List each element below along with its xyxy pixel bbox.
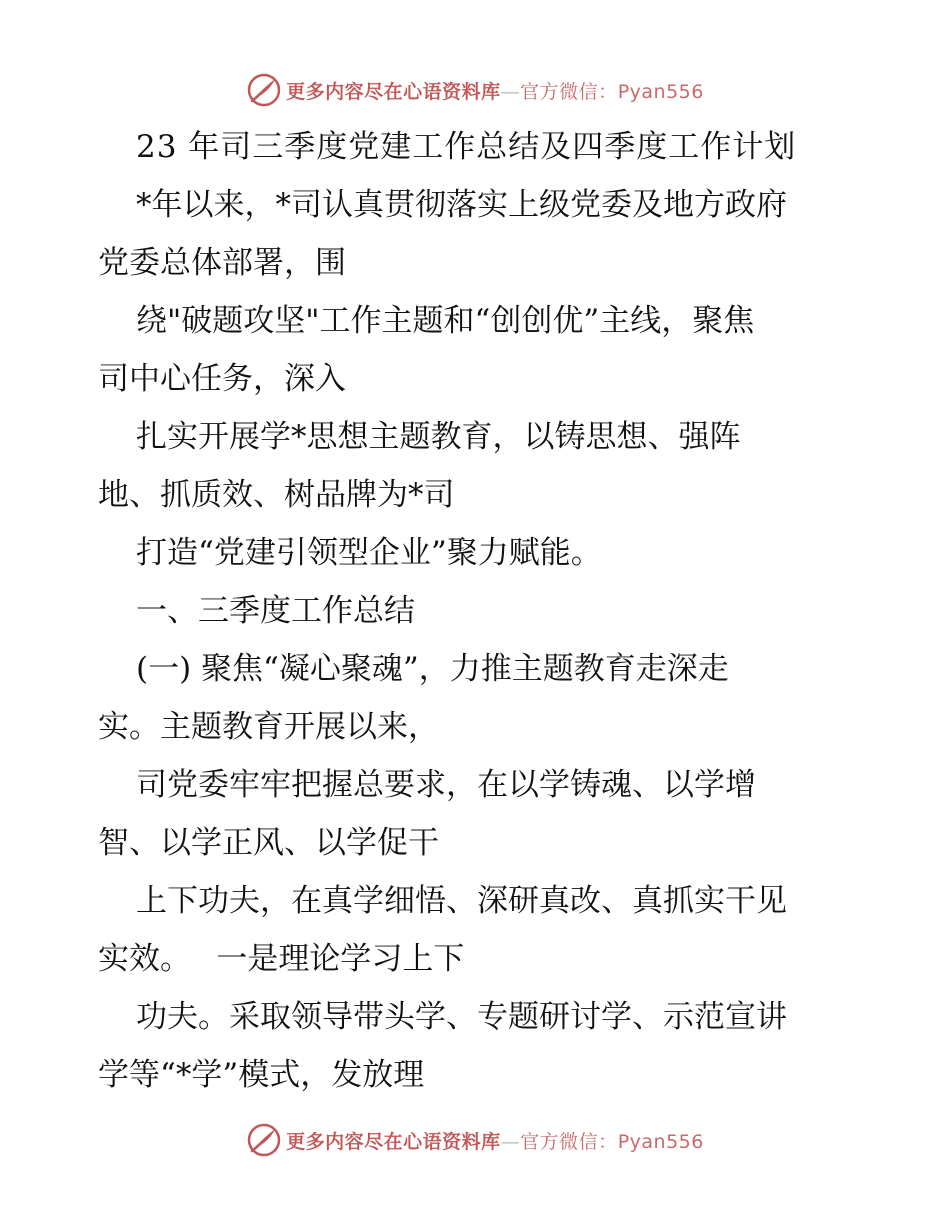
watermark-banner-top	[0, 70, 950, 110]
paragraph-line: 绕"破题攻坚"工作主题和“创创优”主线，聚焦	[136, 303, 755, 339]
document-body	[98, 118, 858, 1104]
watermark-separator: —	[500, 1130, 521, 1153]
paragraph-line: 功夫。采取领导带头学、专题研讨学、示范宣讲	[136, 999, 787, 1035]
watermark-separator: —	[500, 80, 521, 103]
watermark-brand: 更多内容尽在心语资料库	[286, 1130, 501, 1153]
watermark-text	[286, 77, 704, 104]
watermark-brand: 更多内容尽在心语资料库	[286, 80, 501, 103]
paragraph-line: 地、抓质效、树品牌为*司	[98, 477, 455, 513]
section-heading: 一、三季度工作总结	[136, 593, 415, 629]
quill-logo-icon	[246, 1122, 282, 1158]
paragraph-line: 实效。 一是理论学习上下	[98, 941, 465, 977]
watermark-handle: Pyan556	[617, 1130, 704, 1153]
watermark-text	[286, 1127, 704, 1154]
paragraph-line: 智、以学正风、以学促干	[98, 825, 439, 861]
watermark-official: 官方微信：	[520, 80, 618, 103]
watermark-official: 官方微信：	[520, 1130, 618, 1153]
paragraph-line: 司中心任务，深入	[98, 361, 346, 397]
document-title: 23 年司三季度党建工作总结及四季度工作计划	[136, 129, 797, 165]
paragraph-line: 党委总体部署，围	[98, 245, 346, 281]
paragraph-line: 扎实开展学*思想主题教育，以铸思想、强阵	[136, 419, 741, 455]
paragraph-line: *年以来，*司认真贯彻落实上级党委及地方政府	[136, 187, 787, 223]
paragraph-line: 学等“*学”模式，发放理	[98, 1057, 425, 1093]
watermark-handle: Pyan556	[617, 80, 704, 103]
quill-logo-icon	[246, 72, 282, 108]
paragraph-line: 打造“党建引领型企业”聚力赋能。	[136, 535, 602, 571]
paragraph-line: 司党委牢牢把握总要求，在以学铸魂、以学增	[136, 767, 756, 803]
paragraph-line: 实。主题教育开展以来，	[98, 709, 439, 745]
watermark-banner-bottom	[0, 1120, 950, 1160]
subsection-heading: (一) 聚焦“凝心聚魂”，力推主题教育走深走	[136, 651, 729, 687]
paragraph-line: 上下功夫，在真学细悟、深研真改、真抓实干见	[136, 883, 787, 919]
